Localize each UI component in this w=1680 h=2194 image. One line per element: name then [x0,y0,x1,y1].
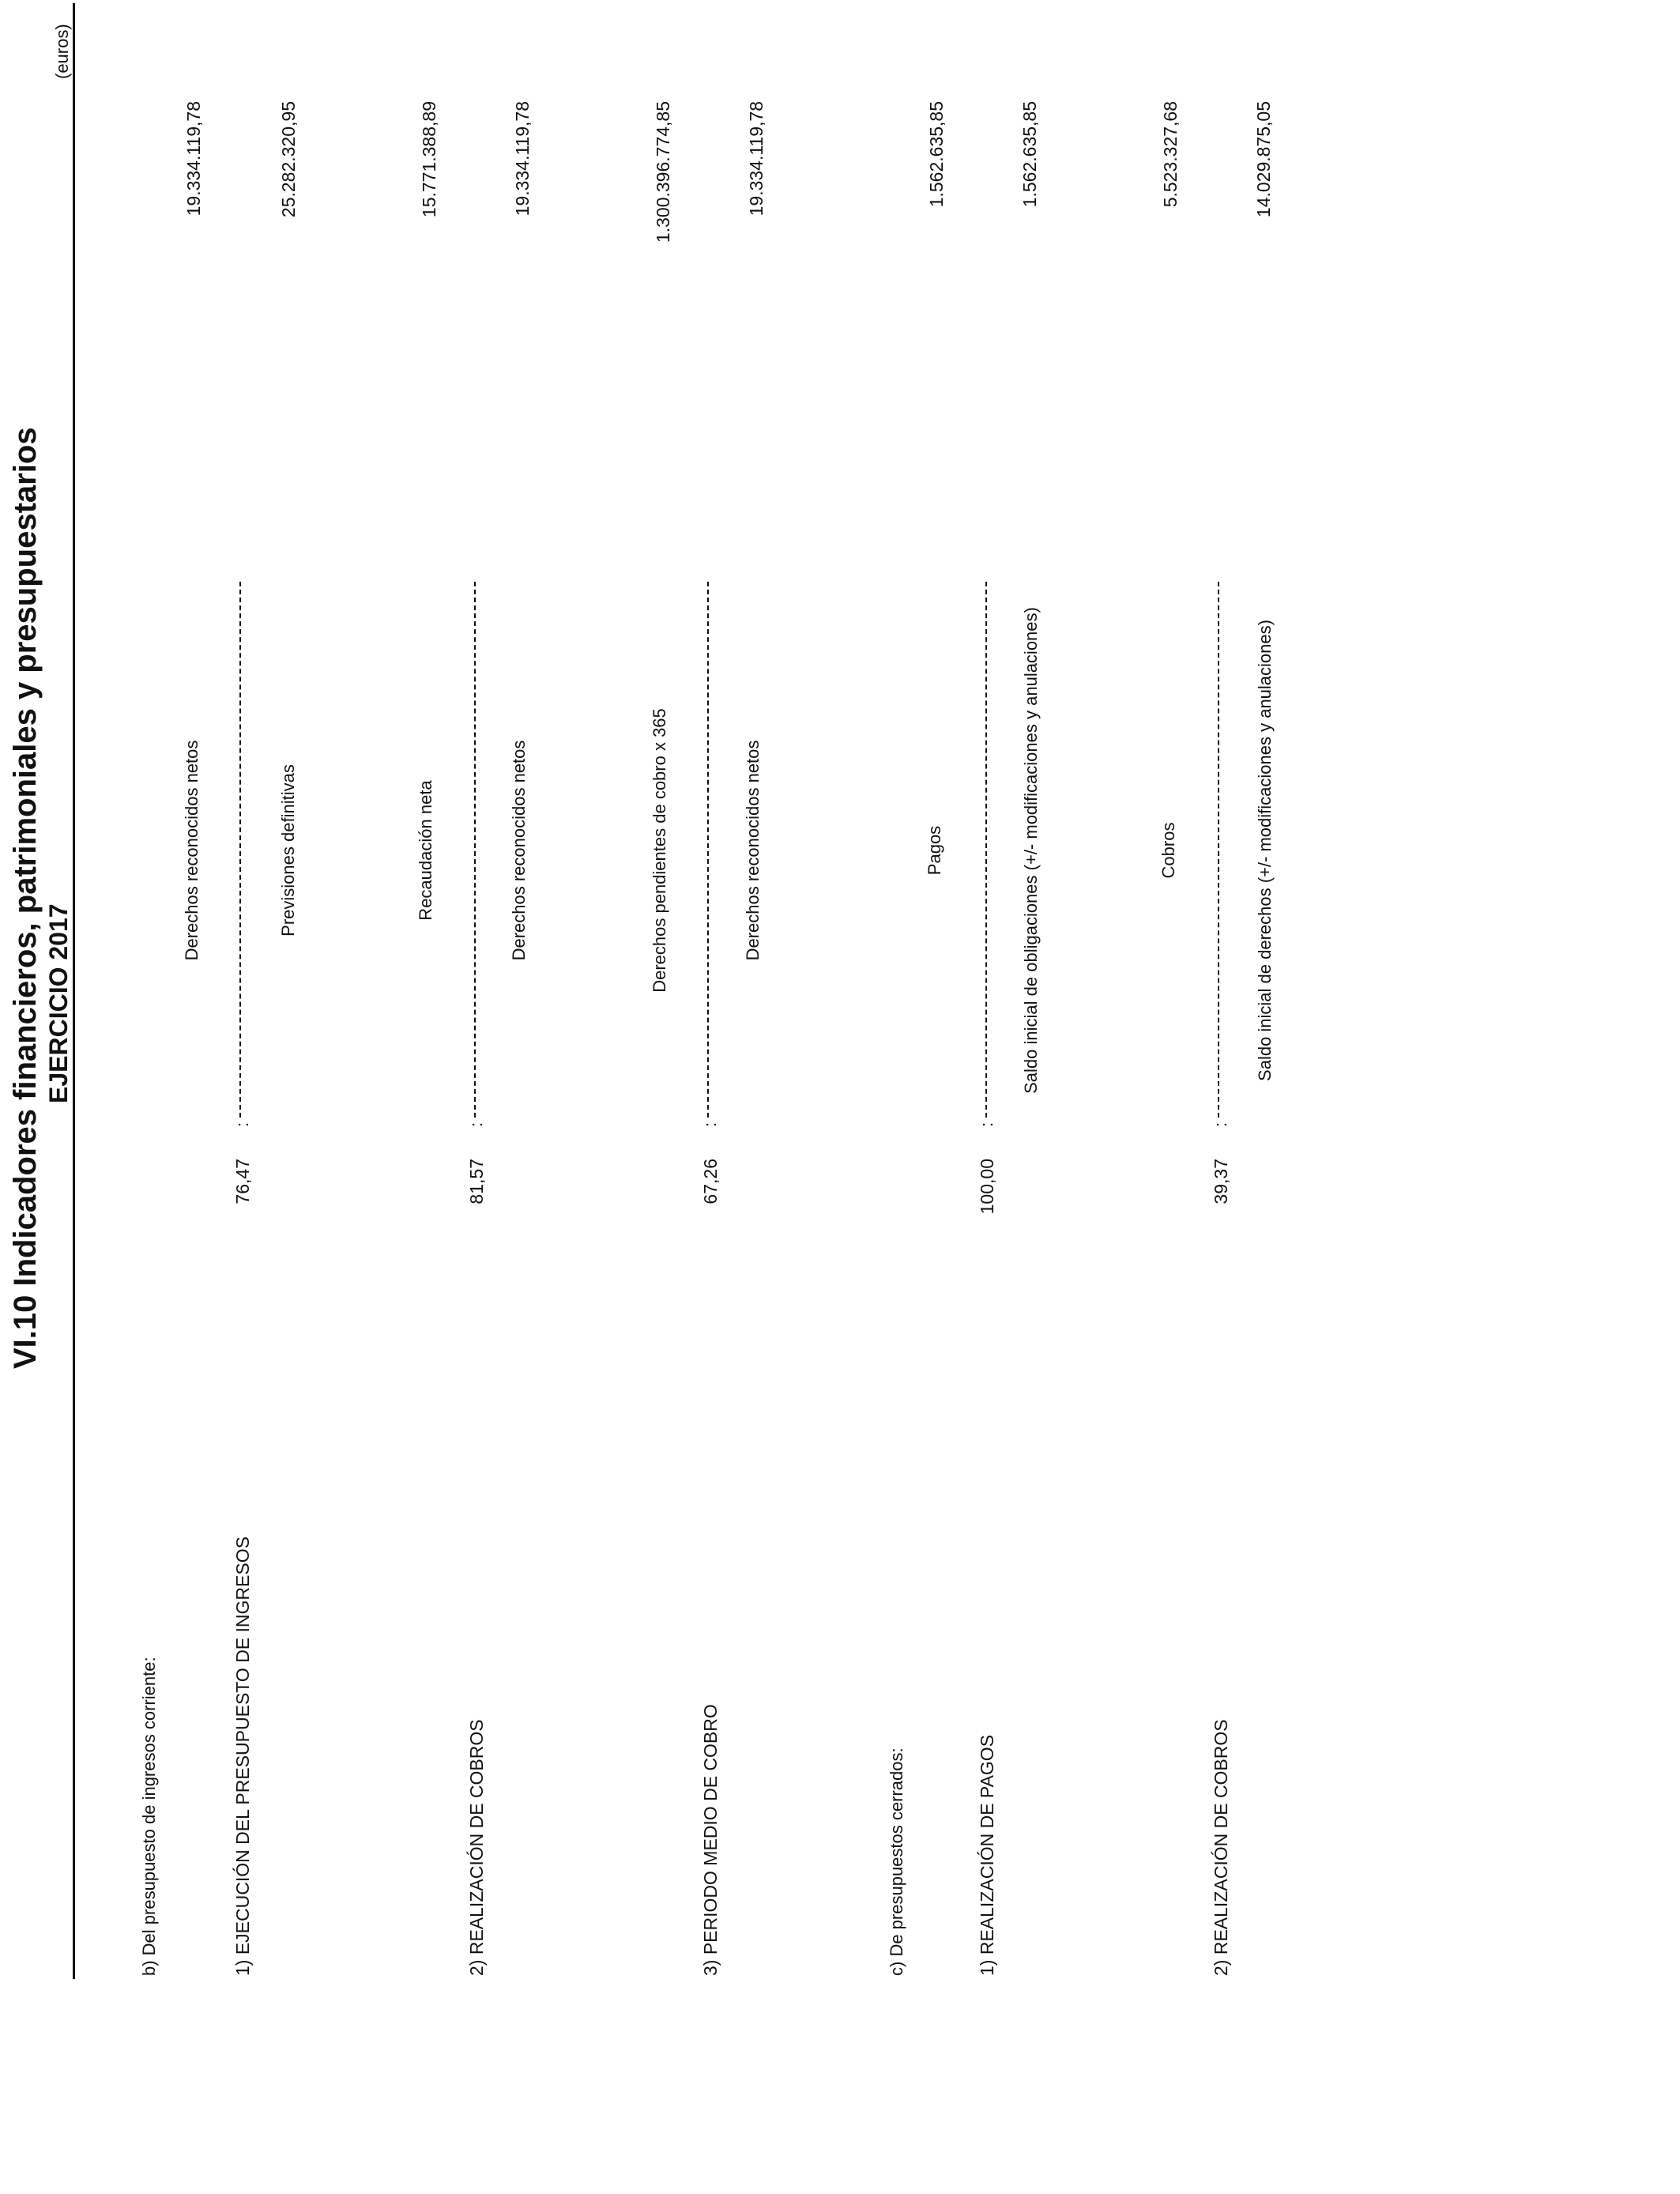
units-label: (euros) [52,24,72,79]
colon-separator: : [1211,1122,1230,1127]
denominator-amount: 25.282.320,95 [278,101,299,218]
colon-separator: : [977,1122,996,1127]
numerator-amount: 1.562.635,85 [926,101,947,208]
denominator-label: Derechos reconocidos netos [509,740,529,961]
indicator-label: 2) REALIZACIÓN DE COBROS [466,1719,487,1976]
denominator-amount: 19.334.119,78 [746,101,767,217]
numerator-label: Cobros [1158,822,1178,879]
numerator-amount: 1.300.396.774,85 [653,101,673,243]
header-rule [73,3,75,1979]
section-b-heading: b) Del presupuesto de ingresos corriente: [139,1657,159,1976]
denominator-amount: 14.029.875,05 [1253,101,1274,218]
indicator-value: 81,57 [466,1159,487,1204]
colon-separator: : [232,1122,252,1127]
page-subtitle: EJERCICIO 2017 [44,903,73,1103]
denominator-amount: 19.334.119,78 [512,101,533,217]
denominator-label: Saldo inicial de derechos (+/- modificaciones y anulaciones) [1255,620,1275,1081]
numerator-amount: 19.334.119,78 [183,101,204,217]
colon-separator: : [466,1122,486,1127]
indicator-value: 76,47 [232,1159,253,1204]
fraction-line [1218,582,1219,1118]
fraction-line [239,582,241,1118]
fraction-line [707,582,709,1118]
colon-separator: : [700,1122,720,1127]
denominator-label: Derechos reconocidos netos [743,740,763,961]
indicator-label: 1) REALIZACIÓN DE PAGOS [977,1734,997,1976]
numerator-label: Derechos pendientes de cobro x 365 [650,708,669,993]
denominator-label: Saldo inicial de obligaciones (+/- modificaciones y anulaciones) [1021,607,1041,1094]
indicator-label: 1) EJECUCIÓN DEL PRESUPUESTO DE INGRESOS [232,1536,253,1976]
page-title: VI.10 Indicadores financieros, patrimoniales y presupuestarios [8,427,43,1369]
numerator-label: Pagos [925,825,944,876]
denominator-amount: 1.562.635,85 [1019,101,1040,208]
numerator-amount: 5.523.327,68 [1160,101,1181,208]
indicator-value: 67,26 [700,1159,721,1204]
fraction-line [985,582,987,1118]
numerator-amount: 15.771.388,89 [419,101,439,218]
indicator-value: 100,00 [977,1159,997,1215]
numerator-label: Derechos reconocidos netos [182,740,202,961]
denominator-label: Previsiones definitivas [278,764,298,937]
numerator-label: Recaudación neta [416,780,435,921]
section-c-heading: c) De presupuestos cerrados: [887,1747,906,1976]
indicator-label: 3) PERIODO MEDIO DE COBRO [700,1704,721,1976]
indicator-label: 2) REALIZACIÓN DE COBROS [1211,1719,1231,1976]
fraction-line [474,582,476,1118]
indicator-value: 39,37 [1211,1159,1231,1204]
